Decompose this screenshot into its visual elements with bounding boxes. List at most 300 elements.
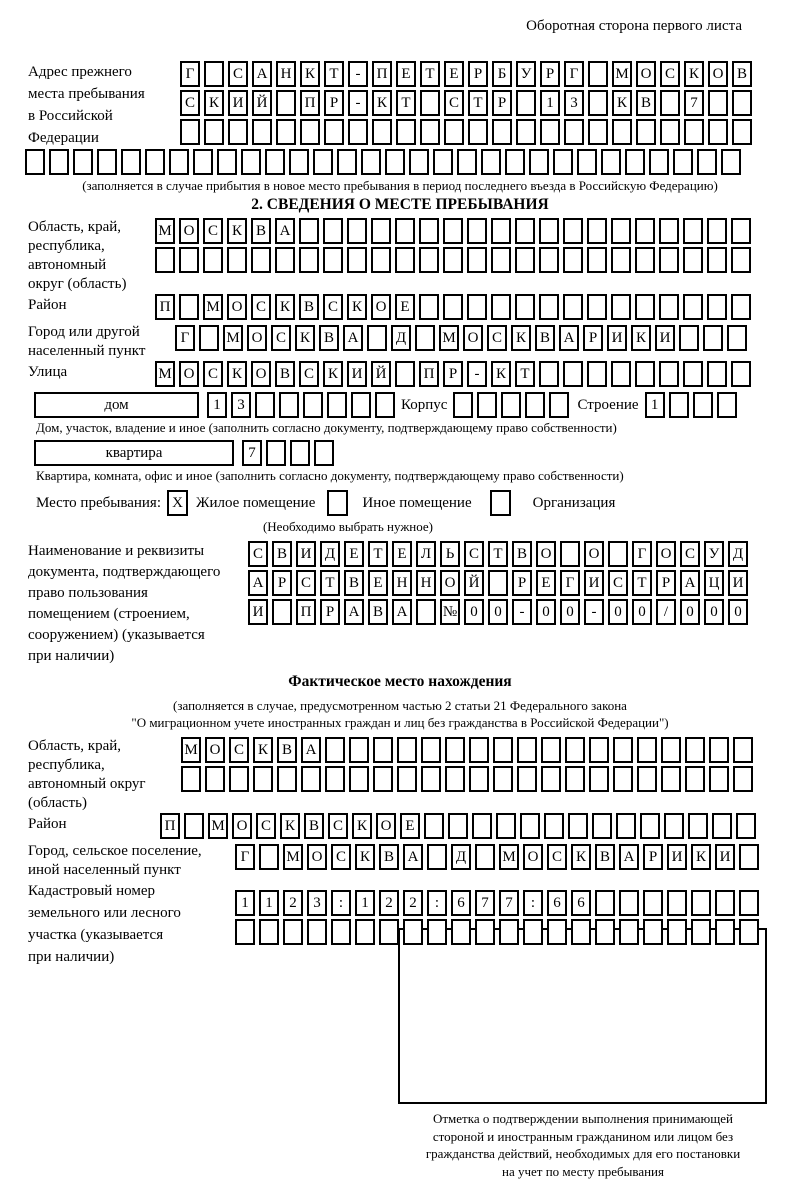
char-cell: О [656,541,676,567]
char-cell: Т [420,61,440,87]
char-cell [276,119,296,145]
char-cell: Р [320,599,340,625]
char-cell: 7 [242,440,262,466]
char-cell: 0 [608,599,628,625]
char-cell [619,919,639,945]
char-cell [659,294,679,320]
char-cell: К [323,361,343,387]
label-line: Область, край, [28,738,122,754]
char-cell: С [229,737,249,763]
char-cell: Р [643,844,663,870]
char-cell: Е [344,541,364,567]
char-cell [683,294,703,320]
fact-city-block [28,842,772,880]
char-cell [659,361,679,387]
char-cell: Р [324,90,344,116]
char-cell: О [227,294,247,320]
char-cell [601,149,621,175]
char-cell: 1 [235,890,255,916]
char-cell [314,440,334,466]
char-cell [227,247,247,273]
char-cell [492,119,512,145]
label-line: места пребывания [28,86,145,102]
char-cell [571,919,591,945]
char-cell [667,890,687,916]
char-cell [228,119,248,145]
char-box-row [181,766,753,792]
char-cell [588,119,608,145]
char-cell: С [487,325,507,351]
char-cell [493,737,513,763]
char-cell: Д [451,844,471,870]
char-cell: А [343,325,363,351]
char-cell: И [296,541,316,567]
char-cell [731,294,751,320]
char-cell [563,361,583,387]
char-box-row [175,325,747,351]
char-cell: А [392,599,412,625]
street-label: Улица [28,364,68,380]
char-cell [564,119,584,145]
char-cell: С [444,90,464,116]
char-cell [613,737,633,763]
char-cell: В [512,541,532,567]
char-cell [371,218,391,244]
char-cell [372,119,392,145]
char-box-row [180,90,752,116]
region-boxes [155,218,751,276]
char-cell [739,919,759,945]
char-cell: А [275,218,295,244]
char-box-row [248,570,748,596]
char-cell: В [304,813,324,839]
char-cell [204,119,224,145]
char-cell [611,294,631,320]
char-cell: О [636,61,656,87]
char-cell [493,766,513,792]
char-cell [731,247,751,273]
char-cell [444,119,464,145]
district-block [28,294,772,323]
char-cell: И [607,325,627,351]
char-cell: С [203,361,223,387]
char-cell [251,247,271,273]
char-cell [549,392,569,418]
char-cell: О [179,361,199,387]
char-cell: 0 [632,599,652,625]
char-cell [313,149,333,175]
char-cell [501,392,521,418]
char-cell: Р [468,61,488,87]
char-cell [121,149,141,175]
char-cell [361,149,381,175]
char-cell [515,218,535,244]
char-cell [587,218,607,244]
char-cell [612,119,632,145]
char-cell [673,149,693,175]
apartment-row [34,440,772,466]
char-cell [337,149,357,175]
char-cell [637,766,657,792]
char-cell [272,599,292,625]
char-cell [443,218,463,244]
char-cell [193,149,213,175]
stamp-caption-line: Отметка о подтверждении выполнения принимающей [432,1111,734,1126]
char-cell [660,119,680,145]
char-cell [385,149,405,175]
char-cell [443,247,463,273]
char-cell [445,766,465,792]
char-cell [421,737,441,763]
char-box-row [645,392,737,418]
char-cell [515,247,535,273]
checkbox-organizatsiya[interactable] [490,490,511,516]
label-line: Наименование и реквизиты [28,543,205,559]
char-cell [155,247,175,273]
char-cell [49,149,69,175]
char-cell [568,813,588,839]
stay-place-note: (Необходимо выбрать нужное) [262,519,434,534]
char-cell [323,247,343,273]
region-block [28,218,772,294]
char-cell: Т [488,541,508,567]
char-cell: Р [272,570,292,596]
char-cell: Е [536,570,556,596]
char-cell [707,294,727,320]
apartment-type-box: квартира [34,440,234,466]
char-cell: К [355,844,375,870]
char-cell: И [715,844,735,870]
char-cell [241,149,261,175]
char-cell: Ь [440,541,460,567]
char-cell [739,890,759,916]
stamp-caption-line: на учет по месту пребывания [502,1163,664,1179]
char-box-row [207,392,395,418]
char-cell: И [228,90,248,116]
char-cell [481,149,501,175]
char-cell: А [248,570,268,596]
char-cell [684,119,704,145]
char-cell [300,119,320,145]
char-cell [715,919,735,945]
char-cell [25,149,45,175]
char-cell [613,766,633,792]
char-cell: - [512,599,532,625]
char-cell [349,766,369,792]
char-box-row [180,61,752,87]
char-cell: О [463,325,483,351]
fact-region-block [28,737,772,813]
char-cell [697,149,717,175]
char-cell: Т [396,90,416,116]
char-cell [259,844,279,870]
char-cell: С [328,813,348,839]
char-cell: В [636,90,656,116]
char-cell: 7 [684,90,704,116]
char-cell [205,766,225,792]
char-cell [659,218,679,244]
char-cell: Е [368,570,388,596]
char-cell [419,247,439,273]
char-cell [453,392,473,418]
char-cell: В [368,599,388,625]
label-line: Город, сельское поселение, [28,843,202,859]
char-cell [217,149,237,175]
street-block [28,361,772,390]
char-cell [475,919,495,945]
char-cell: Й [371,361,391,387]
char-cell [396,119,416,145]
char-cell [467,247,487,273]
char-cell [371,247,391,273]
char-cell [664,813,684,839]
char-cell [721,149,741,175]
note-line: "О миграционном учете иностранных граждан и лиц без гражданства в Российской Федерации") [131,715,669,730]
char-cell: Е [395,294,415,320]
char-cell [587,361,607,387]
label-line: Адрес прежнего [28,64,132,80]
char-cell [560,541,580,567]
char-cell: - [348,61,368,87]
char-cell [351,392,371,418]
char-cell [496,813,516,839]
char-cell: А [619,844,639,870]
char-cell [732,90,752,116]
char-box-row [242,440,334,466]
char-cell: М [499,844,519,870]
char-cell: А [559,325,579,351]
char-cell: В [251,218,271,244]
char-cell [488,570,508,596]
char-cell [712,813,732,839]
char-cell: С [547,844,567,870]
char-cell [403,919,423,945]
char-cell: Д [728,541,748,567]
char-cell: С [203,218,223,244]
char-cell [303,392,323,418]
char-cell [691,919,711,945]
char-cell: Н [392,570,412,596]
char-cell: К [295,325,315,351]
char-cell [731,218,751,244]
char-cell: А [680,570,700,596]
char-cell: - [467,361,487,387]
option-label-inoe: Иное помещение [362,494,472,511]
char-box-row [248,599,748,625]
char-cell [424,813,444,839]
char-cell: К [275,294,295,320]
char-cell [451,919,471,945]
house-type-box: дом [34,392,199,418]
char-cell [448,813,468,839]
char-cell: Г [235,844,255,870]
char-cell [276,90,296,116]
char-cell [636,119,656,145]
char-box-row [160,813,756,839]
prev-address-note: (заполняется в случае прибытия в новое место пребывания в период последнего въезда в Российскую Федерацию) [82,178,718,193]
char-cell [539,294,559,320]
cadastral-label [28,880,235,968]
char-cell: 3 [564,90,584,116]
char-cell: У [516,61,536,87]
char-cell [505,149,525,175]
char-cell [468,119,488,145]
char-cell: В [275,361,295,387]
char-cell: Ц [704,570,724,596]
checkbox-inoe[interactable] [327,490,348,516]
char-cell [253,766,273,792]
char-cell [252,119,272,145]
char-cell [229,766,249,792]
char-cell [491,218,511,244]
char-cell [397,766,417,792]
char-cell [235,919,255,945]
char-cell [299,247,319,273]
char-cell [290,440,310,466]
char-cell [707,361,727,387]
char-cell [529,149,549,175]
char-cell [475,844,495,870]
char-cell [179,247,199,273]
char-cell: В [535,325,555,351]
char-cell: Е [392,541,412,567]
char-cell [732,119,752,145]
char-cell: К [227,218,247,244]
fact-region-label [28,737,181,813]
char-cell [635,294,655,320]
char-cell [577,149,597,175]
char-cell [255,392,275,418]
char-cell: 2 [403,890,423,916]
char-cell: А [344,599,364,625]
char-cell: Р [656,570,676,596]
char-cell [717,392,737,418]
label-line: сооружением) (указывается [28,627,205,643]
checkbox-zhiloe[interactable]: X [167,490,188,516]
char-cell: О [247,325,267,351]
char-cell [409,149,429,175]
page-header: Оборотная сторона первого листа [526,18,742,34]
char-cell [588,90,608,116]
stroenie-label: Строение [577,396,639,413]
char-cell [349,737,369,763]
char-cell [539,247,559,273]
char-cell: С [256,813,276,839]
char-cell [563,247,583,273]
prev-address-block [28,61,772,149]
char-cell: О [205,737,225,763]
fact-district-label: Район [28,816,67,832]
char-cell: 1 [645,392,665,418]
label-line: (область) [28,795,87,811]
char-cell: - [584,599,604,625]
char-cell [199,325,219,351]
char-cell [73,149,93,175]
char-cell [709,766,729,792]
char-cell: Д [391,325,411,351]
char-cell [472,813,492,839]
char-cell [491,294,511,320]
char-cell [708,119,728,145]
char-cell: Р [492,90,512,116]
char-cell [421,766,441,792]
char-cell [367,325,387,351]
char-box-row [155,294,751,320]
char-cell [277,766,297,792]
label-line: при наличии) [28,949,115,965]
char-cell [203,247,223,273]
char-cell [649,149,669,175]
char-cell [395,361,415,387]
char-cell: В [379,844,399,870]
char-cell: Р [540,61,560,87]
char-cell [589,766,609,792]
char-cell [327,392,347,418]
char-cell: С [464,541,484,567]
char-cell: О [523,844,543,870]
char-cell [539,361,559,387]
char-cell: С [323,294,343,320]
section2-title: 2. СВЕДЕНИЯ О МЕСТЕ ПРЕБЫВАНИЯ [251,196,549,213]
char-box-row [235,890,759,916]
char-cell: С [180,90,200,116]
char-cell [469,737,489,763]
char-cell: А [301,737,321,763]
char-cell [679,325,699,351]
char-cell [169,149,189,175]
note-line: (заполняется в случае, предусмотренном частью 2 статьи 21 Федерального закона [173,698,627,713]
char-cell: С [271,325,291,351]
char-cell [637,737,657,763]
char-cell [709,737,729,763]
char-cell: С [660,61,680,87]
stamp-caption-line: стороной и иностранным гражданином или лицом без [432,1128,734,1144]
char-cell: К [612,90,632,116]
char-cell [323,218,343,244]
char-cell: Р [443,361,463,387]
char-cell [619,890,639,916]
char-cell: П [155,294,175,320]
char-cell: Н [276,61,296,87]
char-cell [643,919,663,945]
char-cell [707,247,727,273]
char-cell [611,247,631,273]
char-cell [707,218,727,244]
char-cell [683,218,703,244]
char-cell [419,294,439,320]
char-cell [204,61,224,87]
char-cell: / [656,599,676,625]
label-line: Кадастровый номер [28,883,155,899]
char-cell: К [253,737,273,763]
char-cell: К [691,844,711,870]
char-cell [661,766,681,792]
label-line: автономный [28,257,107,273]
stay-place-row [36,490,772,516]
char-cell [289,149,309,175]
char-cell: С [680,541,700,567]
char-cell [375,392,395,418]
char-cell: И [248,599,268,625]
char-cell [660,90,680,116]
fact-district-block [28,813,772,842]
cadastral-boxes [235,890,759,948]
char-cell: Т [368,541,388,567]
region-label [28,218,155,294]
char-cell [265,149,285,175]
char-cell [715,890,735,916]
char-cell: Р [512,570,532,596]
